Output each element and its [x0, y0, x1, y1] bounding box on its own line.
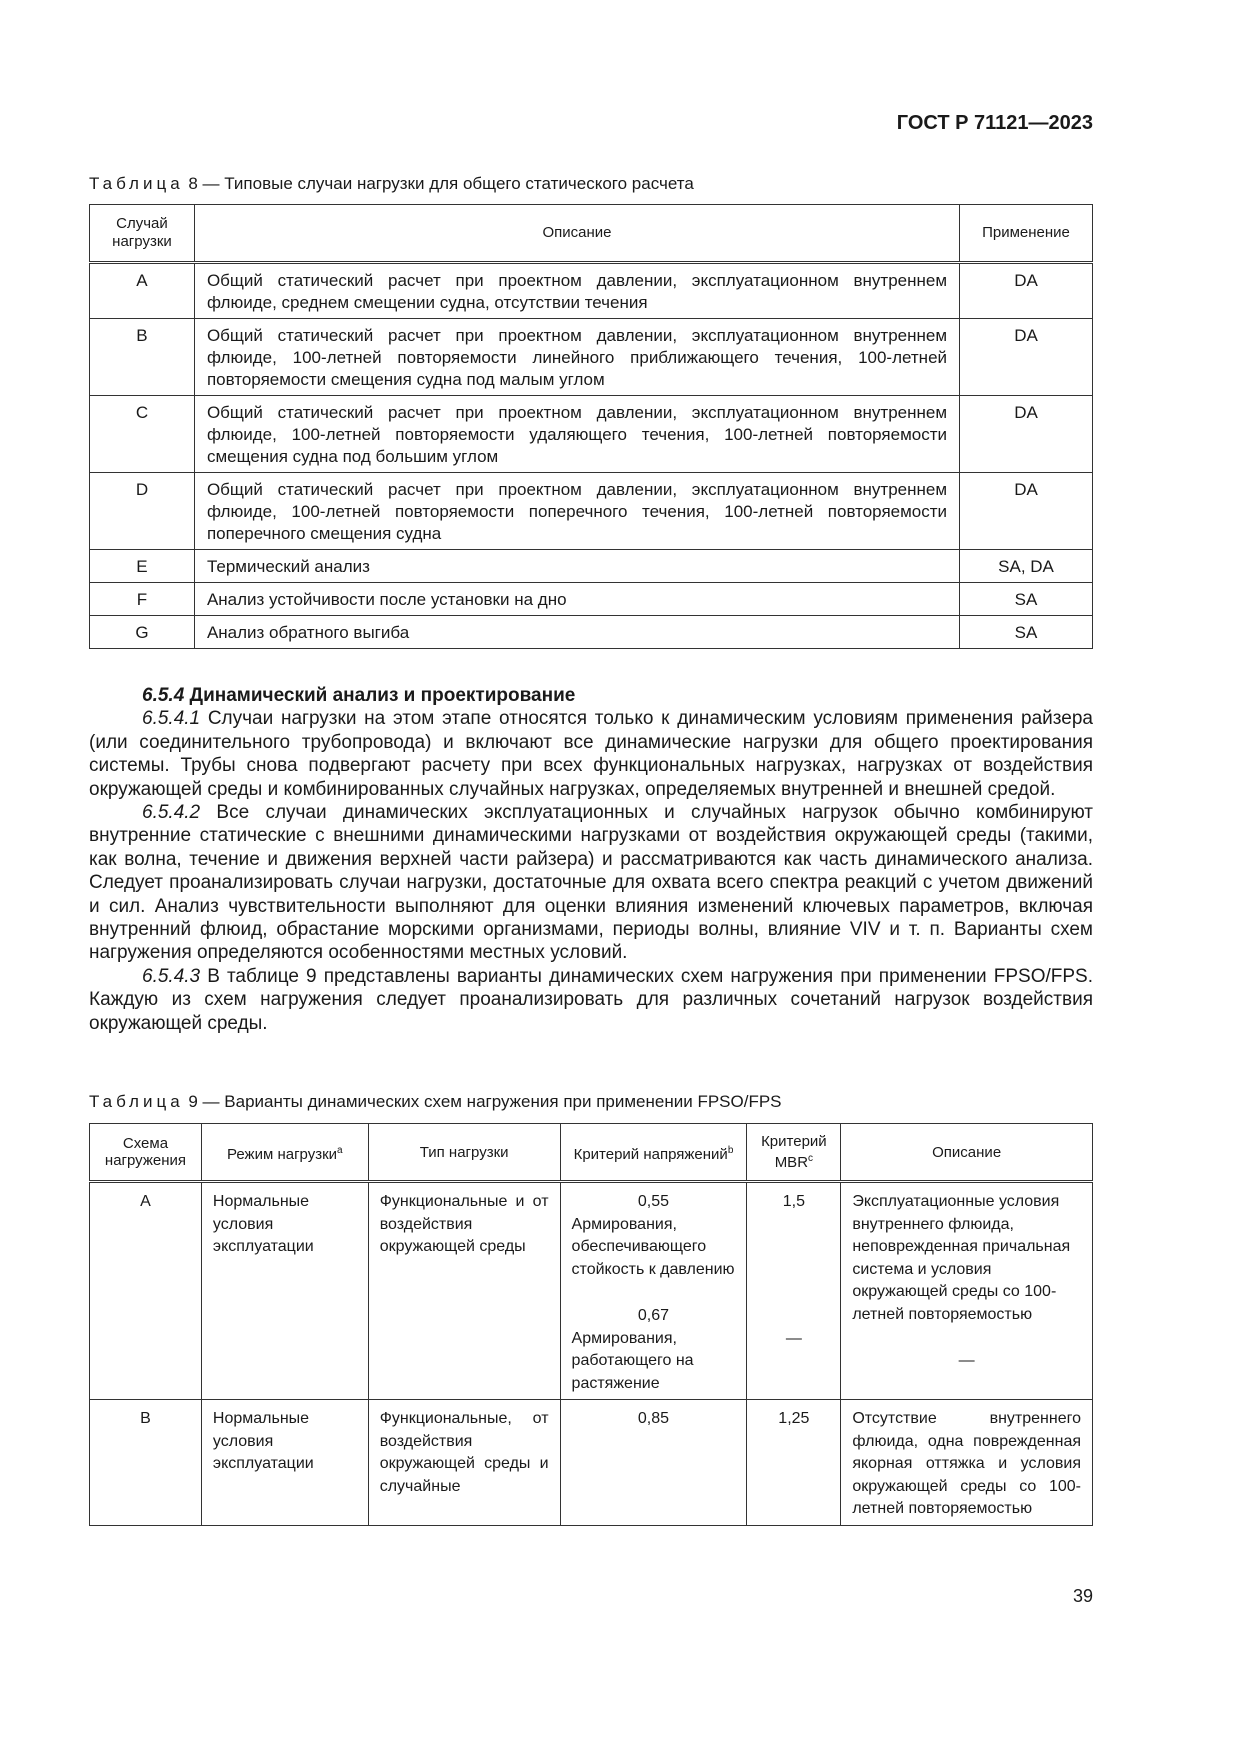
- paragraph-6-5-4-3: [89, 965, 1093, 1035]
- table8-caption-text: 8 — Типовые случаи нагрузки для общего статического расчета: [183, 174, 694, 193]
- document-id-header: ГОСТ Р 71121—2023: [896, 112, 1093, 134]
- table-row: [90, 616, 1093, 649]
- table8-caption-prefix: Таблица: [89, 174, 184, 193]
- table9-header-stress-text: Критерий напряжений: [573, 1145, 728, 1163]
- stress-value: 0,55: [637, 1193, 670, 1210]
- table9-desc-cell: [841, 1182, 1093, 1400]
- table8-desc-cell: Общий статический расчет при проектном давлении, эксплуатационном внутреннем флюиде, 100-летней повторяемости поперечного течения, 100-летней повторяемости поперечного смещения судна: [194, 473, 959, 550]
- table9-caption-text: 9 — Варианты динамических схем нагружения при применении FPSO/FPS: [183, 1092, 782, 1111]
- section-title-number: 6.5.4: [142, 685, 185, 706]
- table8-case-cell: C: [90, 396, 195, 473]
- paragraph-6-5-4-1: [89, 707, 1093, 801]
- table-row: [90, 550, 1093, 583]
- table8-case-cell: A: [90, 263, 195, 319]
- table9-scheme-cell: B: [90, 1400, 202, 1526]
- description-text: —: [958, 1352, 975, 1369]
- table-row: [90, 319, 1093, 396]
- stress-value: 0,67: [637, 1307, 670, 1324]
- description-text: Эксплуатационные условия внутреннего флюида, неповрежденная причальная система и условия окружающей среды со 100-летней повторяемостью: [852, 1193, 1071, 1323]
- table9-mbr-cell: 1,25: [747, 1400, 841, 1526]
- table8-case-cell: E: [90, 550, 195, 583]
- table9-caption: [89, 1092, 782, 1112]
- table9-header-row: [90, 1124, 1093, 1182]
- table-row: [90, 1400, 1093, 1526]
- table9-header-type: Тип нагрузки: [368, 1124, 560, 1182]
- table8-app-cell: SA: [960, 616, 1093, 649]
- table8-caption: [89, 174, 694, 194]
- mbr-value: —: [785, 1329, 802, 1347]
- table9-stress-cell: 0,85: [560, 1400, 747, 1526]
- table9-caption-prefix: Таблица: [89, 1092, 184, 1111]
- table-row: [90, 263, 1093, 319]
- table9-scheme-cell: A: [90, 1182, 202, 1400]
- table9-stress-cell: [560, 1182, 747, 1400]
- table8-case-cell: D: [90, 473, 195, 550]
- table9-header-mode-text: Режим нагрузки: [227, 1145, 338, 1163]
- table8-desc-cell: Общий статический расчет при проектном давлении, эксплуатационном внутреннем флюиде, 100-летней повторяемости удаляющего течения, 100-летней повторяемости смещения судна под большим углом: [194, 396, 959, 473]
- section-title: [89, 684, 1093, 707]
- table8-desc-cell: Общий статический расчет при проектном давлении, эксплуатационном внутреннем флюиде, 100-летней повторяемости линейного приближающего течения, 100-летней повторяемости смещения судна под малым углом: [194, 319, 959, 396]
- table8-app-cell: SA, DA: [960, 550, 1093, 583]
- table8-header-description: Описание: [194, 205, 959, 263]
- table9-header-scheme: Схема нагружения: [90, 1124, 202, 1182]
- section-body: [89, 684, 1093, 1035]
- table9-mbr-cell: [747, 1182, 841, 1400]
- footnote-marker: b: [727, 1144, 734, 1156]
- table8-app-cell: DA: [960, 263, 1093, 319]
- paragraph-number: 6.5.4.3: [142, 965, 201, 987]
- table9-mode-cell: Нормальные условия эксплуатации: [201, 1182, 368, 1400]
- table8-app-cell: DA: [960, 396, 1093, 473]
- table-row: [90, 1182, 1093, 1400]
- table8-app-cell: SA: [960, 583, 1093, 616]
- table8-case-cell: B: [90, 319, 195, 396]
- stress-text: Армирования, обеспечивающего стойкость к давлению: [571, 1215, 735, 1278]
- table8-header-row: [90, 205, 1093, 263]
- table9-header-mbr: [747, 1124, 841, 1182]
- table9-type-cell: Функциональные и от воздействия окружающей среды: [368, 1182, 560, 1400]
- page-number: 39: [1072, 1586, 1093, 1606]
- paragraph-text: Все случаи динамических эксплуатационных и случайных нагрузок обычно комбинируют внутренние статические с внешними динамическими нагрузками от воздействия окружающей среды (такими, как волна, течение и движения верхней части райзера) и рассматриваются как часть динамического анализа. Следует проанализировать случаи нагрузки, достаточные для охвата всего спектра реакций с учетом движений и сил. Анализ чувствительности выполняют для оценки влияния изменений ключевых параметров, включая внутренний флюид, обрастание морскими организмами, периоды волны, влияние VIV и т. п. Варианты схем нагружения определяются особенностями местных условий.: [89, 802, 1093, 964]
- table-row: [90, 473, 1093, 550]
- footnote-marker: c: [808, 1153, 814, 1164]
- footnote-marker: a: [337, 1144, 343, 1156]
- paragraph-number: 6.5.4.2: [142, 802, 201, 824]
- table8-header-application: Применение: [960, 205, 1093, 263]
- table9-type-cell: Функциональные, от воздействия окружающей среды и случайные: [368, 1400, 560, 1526]
- table9-header-mode: [201, 1124, 368, 1182]
- table-row: [90, 396, 1093, 473]
- table8-case-cell: G: [90, 616, 195, 649]
- table8: [89, 204, 1093, 649]
- table8-case-cell: F: [90, 583, 195, 616]
- table8-desc-cell: Анализ устойчивости после установки на дно: [194, 583, 959, 616]
- paragraph-number: 6.5.4.1: [142, 708, 201, 730]
- table9-header-mbr-text: Критерий MBR: [761, 1133, 827, 1171]
- table8-desc-cell: Анализ обратного выгиба: [194, 616, 959, 649]
- paragraph-text: Случаи нагрузки на этом этапе относятся только к динамическим условиям применения райзера (или соединительного трубопровода) и включают все динамические нагрузки для общего проектирования системы. Трубы снова подвергают расчету при всех функциональных нагрузках, нагрузках от воздействия окружающей среды и комбинированных случайных нагрузках, определяемых внутренней и внешней средой.: [89, 708, 1093, 800]
- table8-desc-cell: Термический анализ: [194, 550, 959, 583]
- table9-desc-cell: Отсутствие внутреннего флюида, одна поврежденная якорная оттяжка и условия окружающей среды со 100-летней повторяемостью: [841, 1400, 1093, 1526]
- table8-desc-cell: Общий статический расчет при проектном давлении, эксплуатационном внутреннем флюиде, среднем смещении судна, отсутствии течения: [194, 263, 959, 319]
- table8-app-cell: DA: [960, 319, 1093, 396]
- mbr-value: 1,5: [782, 1193, 805, 1210]
- table-row: [90, 583, 1093, 616]
- section-title-text: Динамический анализ и проектирование: [184, 685, 576, 706]
- table9-mode-cell: Нормальные условия эксплуатации: [201, 1400, 368, 1526]
- table8-app-cell: DA: [960, 473, 1093, 550]
- table8-header-case: Случай нагрузки: [90, 205, 195, 263]
- paragraph-text: В таблице 9 представлены варианты динамических схем нагружения при применении FPSO/FPS. Каждую из схем нагружения следует проанализировать для различных сочетаний нагрузок воздействия окружающей среды.: [89, 965, 1093, 1034]
- table9-header-description: Описание: [841, 1124, 1093, 1182]
- stress-text: Армирования, работающего на растяжение: [571, 1329, 694, 1392]
- paragraph-6-5-4-2: [89, 801, 1093, 965]
- table9: [89, 1123, 1093, 1526]
- table9-header-stress: [560, 1124, 747, 1182]
